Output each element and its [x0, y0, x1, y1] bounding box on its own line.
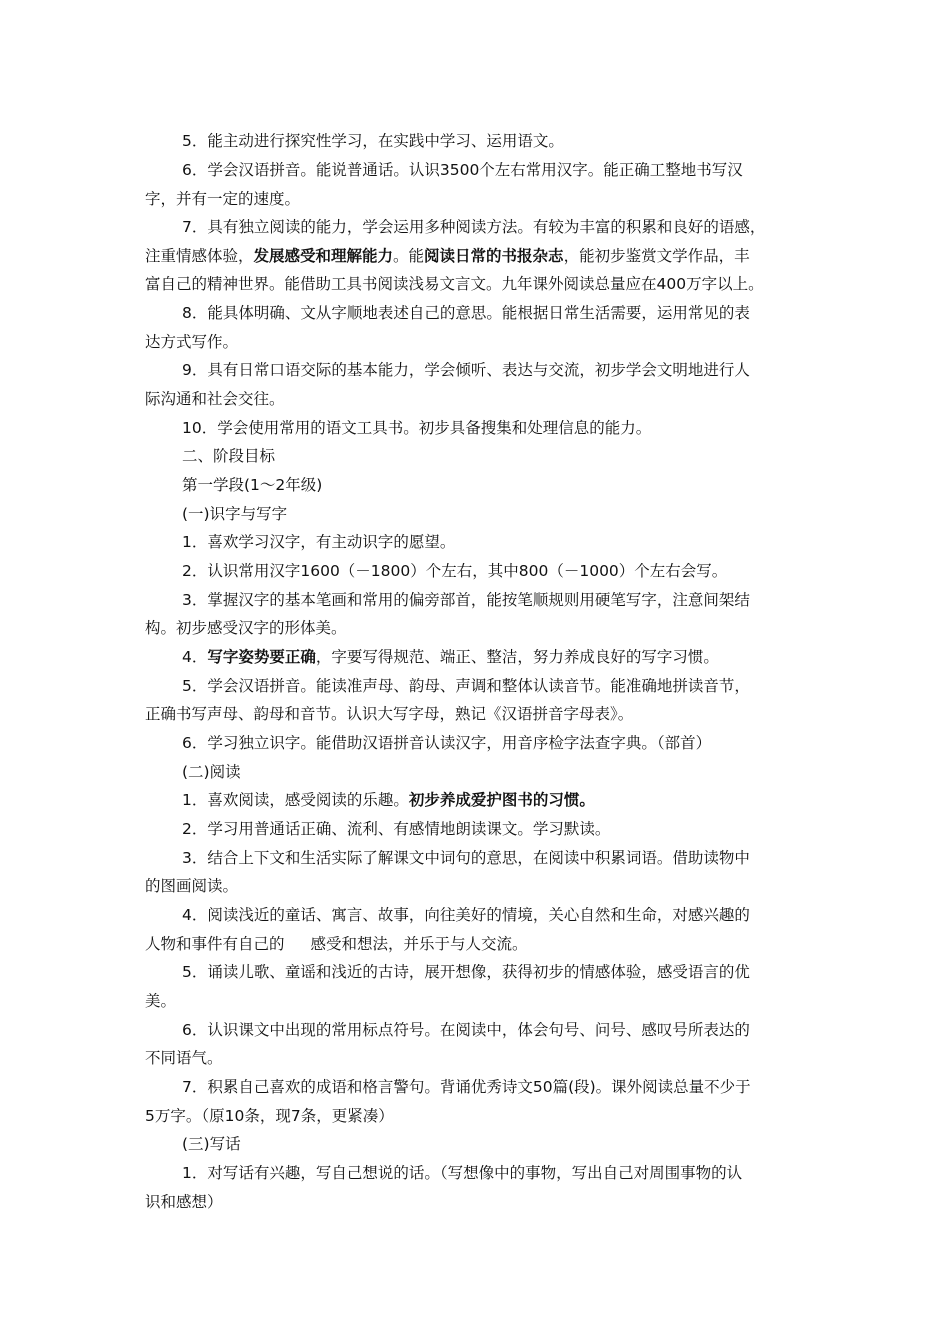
text-line: 5．能主动进行探究性学习，在实践中学习、运用语文。	[182, 132, 564, 150]
text-line: 际沟通和社会交往。	[145, 390, 285, 408]
text-line: 注重情感体验，发展感受和理解能力。能阅读日常的书报杂志，能初步鉴赏文学作品，丰	[145, 247, 750, 265]
text-line: 的图画阅读。	[145, 877, 239, 895]
section-heading: (三)写话	[182, 1135, 241, 1153]
text-line: 6．学习独立识字。能借助汉语拼音认读汉字，用音序检字法查字典。（部首）	[182, 734, 712, 752]
text-line: 6．认识课文中出现的常用标点符号。在阅读中，体会句号、问号、感叹号所表达的	[182, 1021, 750, 1039]
text-line: 4．写字姿势要正确，字要写得规范、端正、整洁，努力养成良好的写字习惯。	[182, 648, 719, 666]
section-heading: (一)识字与写字	[182, 505, 288, 523]
text-line: 3．掌握汉字的基本笔画和常用的偏旁部首，能按笔顺规则用硬笔写字，注意间架结	[182, 591, 750, 609]
text-line: 字，并有一定的速度。	[145, 190, 301, 208]
bold-phrase: 初步养成爱护图书的习惯。	[408, 791, 595, 809]
text-line: 5．诵读儿歌、童谣和浅近的古诗，展开想像，获得初步的情感体验，感受语言的优	[182, 963, 750, 981]
text-line: 4．阅读浅近的童话、寓言、故事，向往美好的情境，关心自然和生命，对感兴趣的	[182, 906, 750, 924]
text-line: 美。	[145, 992, 177, 1010]
text-line: 达方式写作。	[145, 333, 239, 351]
text-line: 1．对写话有兴趣，写自己想说的话。（写想像中的事物，写出自己对周围事物的认	[182, 1164, 743, 1182]
section-heading: 第一学段(1～2年级)	[182, 476, 323, 494]
text-line: 富自己的精神世界。能借助工具书阅读浅易文言文。九年课外阅读总量应在400万字以上。	[145, 275, 764, 293]
text-line: 3．结合上下文和生活实际了解课文中词句的意思，在阅读中积累词语。借助读物中	[182, 849, 750, 867]
text-line: 正确书写声母、韵母和音节。认识大写字母，熟记《汉语拼音字母表》。	[145, 705, 634, 723]
bold-phrase: 阅读日常的书报杂志	[424, 247, 564, 265]
text-line: 2．学习用普通话正确、流利、有感情地朗读课文。学习默读。	[182, 820, 611, 838]
section-heading: (二)阅读	[182, 763, 241, 781]
text-line: 5万字。（原10条，现7条，更紧凑）	[145, 1107, 394, 1125]
text-line: 7．积累自己喜欢的成语和格言警句。背诵优秀诗文50篇(段)。课外阅读总量不少于	[182, 1078, 751, 1096]
text-line: 构。初步感受汉字的形体美。	[145, 619, 347, 637]
text-line: 10．学会使用常用的语文工具书。初步具备搜集和处理信息的能力。	[182, 419, 652, 437]
text-line: 不同语气。	[145, 1049, 223, 1067]
text-line: 6．学会汉语拼音。能说普通话。认识3500个左右常用汉字。能正确工整地书写汉	[182, 161, 743, 179]
text-line: 7．具有独立阅读的能力，学会运用多种阅读方法。有较为丰富的积累和良好的语感，	[182, 218, 766, 236]
text-line: 5．学会汉语拼音。能读准声母、韵母、声调和整体认读音节。能准确地拼读音节，	[182, 677, 750, 695]
text-line: 9．具有日常口语交际的基本能力，学会倾听、表达与交流，初步学会文明地进行人	[182, 361, 750, 379]
text-line: 识和感想）	[145, 1193, 223, 1211]
bold-phrase: 写字姿势要正确	[207, 648, 316, 666]
text-line: 8．能具体明确、文从字顺地表述自己的意思。能根据日常生活需要，运用常见的表	[182, 304, 750, 322]
text-line: 人物和事件有自己的 感受和想法，并乐于与人交流。	[145, 935, 528, 953]
text-line: 1．喜欢阅读，感受阅读的乐趣。初步养成爱护图书的习惯。	[182, 791, 595, 809]
text-line: 1．喜欢学习汉字，有主动识字的愿望。	[182, 533, 456, 551]
text-line: 2．认识常用汉字1600（－1800）个左右，其中800（－1000）个左右会写。	[182, 562, 728, 580]
bold-phrase: 发展感受和理解能力	[253, 247, 394, 265]
section-heading: 二、阶段目标	[182, 447, 276, 465]
